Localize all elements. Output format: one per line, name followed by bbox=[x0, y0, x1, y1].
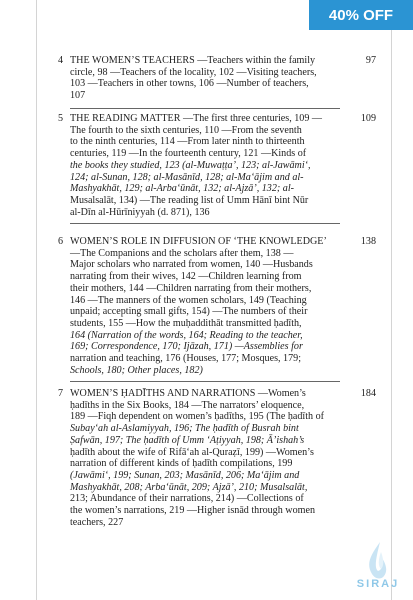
text-line: WOMEN’S ḤADĪTHS AND NARRATIONS —Women’s bbox=[70, 388, 306, 399]
chapter-text bbox=[70, 113, 340, 218]
text-line: their mothers, 144 —Children narrating from their mothers, bbox=[70, 282, 312, 294]
text-line: narration and teaching, 176 (Houses, 177; Mosques, 179; bbox=[70, 353, 301, 365]
text-line: 213; Abundance of their narrations, 214) —Collections of bbox=[70, 493, 304, 505]
text-line: THE READING MATTER —The first three centuries, 109 — bbox=[70, 113, 323, 124]
chapter-number: 7 bbox=[58, 388, 64, 399]
chapter-text bbox=[70, 55, 340, 102]
separator-line bbox=[70, 223, 340, 224]
discount-badge: 40% OFF bbox=[309, 0, 413, 30]
text-line: Ṣafwān, 197; The ḥadīth of Umm ‘Aṭiyyah, 198; Ā’ishah’s bbox=[70, 434, 305, 446]
text-line: Musalsalāt, 134) —The reading list of Umm Hānī bint Nūr bbox=[70, 194, 309, 206]
page-number: 97 bbox=[365, 55, 376, 66]
text-line: 146 —The manners of the women scholars, 149 (Teaching bbox=[70, 294, 307, 306]
text-line: (Jawāmi‘, 199; Sunan, 203; Masānīd, 206; Ma‘ājim and bbox=[70, 469, 300, 481]
separator-line bbox=[70, 108, 340, 109]
text-line: THE WOMEN’S TEACHERS —Teachers within the family bbox=[70, 55, 316, 66]
text-line: the books they studied, 123 (al-Muwaṭṭa’, 123; al-Jawāmi‘, bbox=[70, 159, 311, 171]
text-line: Schools, 180; Other places, 182) bbox=[70, 364, 203, 376]
chapter-text bbox=[70, 236, 340, 376]
text-line: centuries, 119 —In the fourteenth century, 121 —Kinds of bbox=[70, 148, 307, 160]
text-line: —The Companions and the scholars after them, 138 — bbox=[70, 247, 294, 259]
text-line: the women’s narrations, 219 —Higher isnād through women bbox=[70, 505, 316, 517]
text-line: The fourth to the sixth centuries, 110 —From the seventh bbox=[70, 124, 302, 136]
text-line: ḥadīth about the wife of Rifā‘ah al-Quraẓī, 199) —Women’s bbox=[70, 446, 314, 458]
chapter-number: 5 bbox=[58, 113, 64, 124]
text-line: teachers, 227 bbox=[70, 516, 124, 528]
text-line: Mashyakhāt, 208; Arba‘ūnāt, 209; Ajzā’, 210; Musalsalāt, bbox=[70, 481, 308, 493]
text-line: 169; Correspondence, 170; Ijāzah, 171) —Assemblies for bbox=[70, 341, 303, 353]
text-line: 107 bbox=[70, 90, 86, 102]
text-line: unpaid; accepting small gifts, 154) —The numbers of their bbox=[70, 306, 308, 318]
text-line: ḥadīths in the Six Books, 184 —The narrators’ eloquence, bbox=[70, 399, 305, 411]
text-line: 124; al-Sunan, 128; al-Masānīd, 128; al-Ma‘ājim and al- bbox=[70, 171, 304, 183]
text-line: 189 —Fiqh dependent on women’s ḥadīths, 195 (The ḥadīth of bbox=[70, 411, 324, 423]
text-line: al-Dīn al-Hūrīniyyah (d. 871), 136 bbox=[70, 206, 210, 218]
text-line: Major scholars who narrated from women, 140 —Husbands bbox=[70, 259, 313, 271]
text-line: Mashyakhāt, 129; al-Arba‘ūnāt, 132; al-Ajzā’, 132; al- bbox=[70, 183, 294, 195]
chapter-number: 4 bbox=[58, 55, 64, 66]
text-line: 103 —Teachers in other towns, 106 —Number of teachers, bbox=[70, 78, 309, 90]
text-line: circle, 98 —Teachers of the locality, 102 —Visiting teachers, bbox=[70, 66, 317, 78]
text-line: 164 (Narration of the words, 164; Reading to the teacher, bbox=[70, 329, 303, 341]
siraj-logo-text: SIRAJ bbox=[356, 578, 400, 590]
text-line: students, 155 —How the muḥaddithāt transmitted ḥadīth, bbox=[70, 317, 302, 329]
page-number: 184 bbox=[360, 388, 376, 399]
page-number: 138 bbox=[360, 236, 376, 247]
text-line: narrating from their wives, 142 —Children learning from bbox=[70, 271, 302, 283]
text-line: to the ninth centuries, 114 —From later ninth to thirteenth bbox=[70, 136, 305, 148]
separator-line bbox=[70, 381, 340, 382]
chapter-text bbox=[70, 388, 340, 528]
text-line: Subay‘ah al-Aslamiyyah, 196; The ḥadīth of Busrah bint bbox=[70, 423, 299, 435]
page-number: 109 bbox=[360, 113, 376, 124]
text-line: WOMEN’S ROLE IN DIFFUSION OF ‘THE KNOWLEDGE’ bbox=[70, 236, 327, 247]
chapter-number: 6 bbox=[58, 236, 64, 247]
text-line: narration of different kinds of ḥadīth compilations, 199 bbox=[70, 458, 293, 470]
